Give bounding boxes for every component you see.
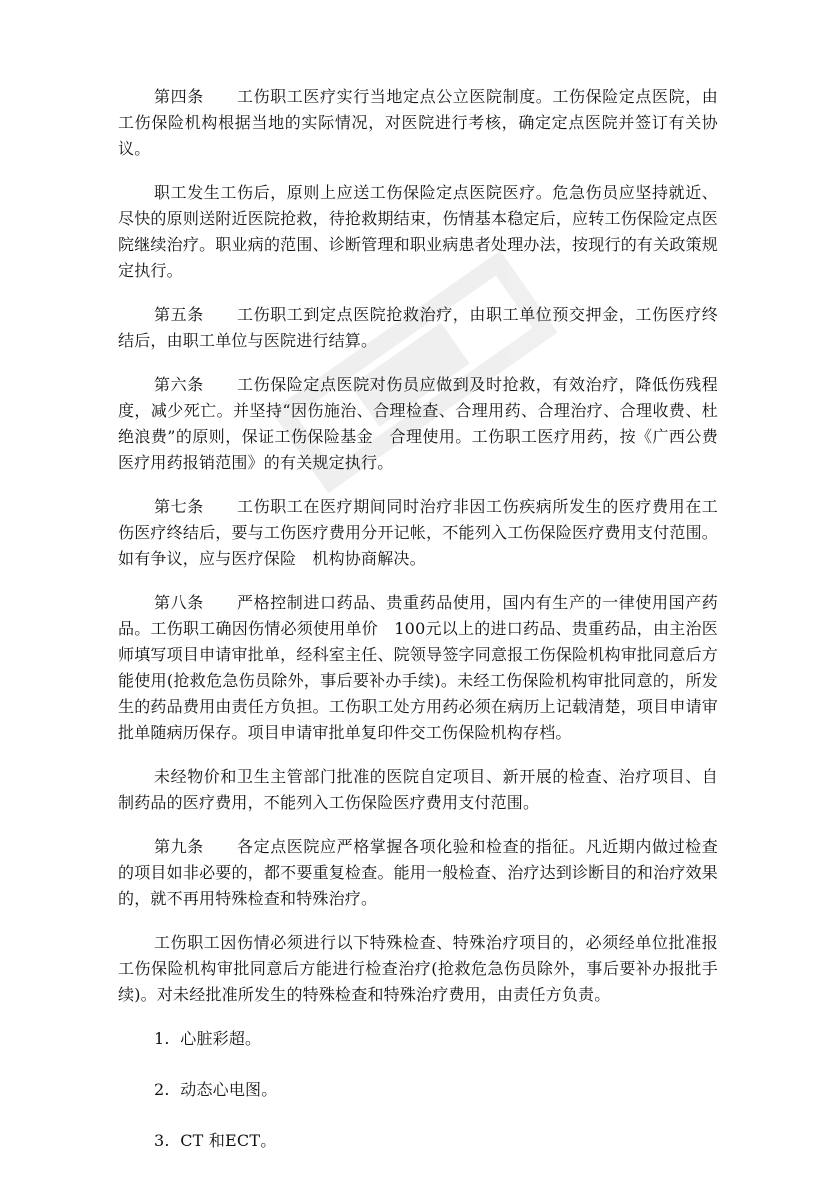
paragraph-article-6: 第六条 工伤保险定点医院对伤员应做到及时抢救，有效治疗，降低伤残程度，减少死亡。并坚持“因伤施治、合理检查、合理用药、合理治疗、合理收费、杜绝浪费”的原则，保证工伤保险基金 合理使用。工伤职工医疗用药，按《广西公费医疗用药报销范围》的有关规定执行。 (118, 375, 718, 472)
paragraph-article-5: 第五条 工伤职工到定点医院抢救治疗，由职工单位预交押金，工伤医疗终结后，由职工单位与医院进行结算。 (118, 305, 718, 350)
paragraph-injury-treatment: 职工发生工伤后，原则上应送工伤保险定点医院医疗。危急伤员应坚持就近、尽快的原则送附近医院抢救，待抢救期结束，伤情基本稳定后，应转工伤保险定点医院继续治疗。职业病的范围、诊断管理和职业病患者处理办法，按现行的有关政策规定执行。 (118, 183, 718, 280)
paragraph-article-7: 第七条 工伤职工在医疗期间同时治疗非因工伤疾病所发生的医疗费用在工伤医疗终结后，要与工伤医疗费用分开记帐，不能列入工伤保险医疗费用支付范围。如有争议，应与医疗保险 机构协商解决。 (118, 497, 718, 568)
list-item: 2. 动态心电图。 (154, 1080, 278, 1099)
special-exam-list (118, 1026, 718, 1154)
list-item: 1. 心脏彩超。 (154, 1029, 262, 1048)
paragraph-special-exams: 工伤职工因伤情必须进行以下特殊检查、特殊治疗项目的，必须经单位批准报工伤保险机构审批同意后方能进行检查治疗(抢救危急伤员除外，事后要补办报批手续)。对未经批准所发生的特殊检查和特殊治疗费用，由责任方负责。 (118, 933, 718, 1004)
paragraph-unapproved-items: 未经物价和卫生主管部门批准的医院自定项目、新开展的检查、治疗项目、自制药品的医疗费用，不能列入工伤保险医疗费用支付范围。 (118, 767, 718, 812)
list-item: 3. CT 和ECT。 (154, 1131, 277, 1150)
document-body (118, 84, 718, 1179)
paragraph-article-8: 第八条 严格控制进口药品、贵重药品使用，国内有生产的一律使用国产药品。工伤职工确因伤情必须使用单价 100元以上的进口药品、贵重药品，由主治医师填写项目申请审批单，经科室主任、院领导签字同意报工伤保险机构审批同意后方能使用(抢救危急伤员除外，事后要补办手续)。未经工伤保险机构审批同意的，所发生的药品费用由责任方负担。工伤职工处方用药必须在病历上记载清楚，项目申请审批单随病历保存。项目申请审批单复印件交工伤保险机构存档。 (118, 593, 718, 742)
paragraph-article-4: 第四条 工伤职工医疗实行当地定点公立医院制度。工伤保险定点医院，由工伤保险机构根据当地的实际情况，对医院进行考核，确定定点医院并签订有关协议。 (118, 87, 718, 158)
paragraph-article-9: 第九条 各定点医院应严格掌握各项化验和检查的指征。凡近期内做过检查的项目如非必要的，都不要重复检查。能用一般检查、治疗达到诊断目的和治疗效果的，就不再用特殊检查和特殊治疗。 (118, 837, 718, 908)
